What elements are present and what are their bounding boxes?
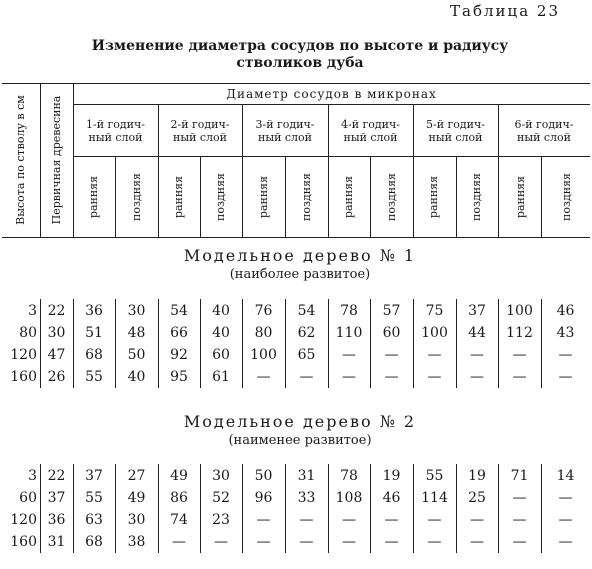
early-wood-subheader: ранняя (87, 175, 101, 219)
ring-layer-header: 3-й годич- (255, 118, 315, 131)
table-cell: 75 (425, 303, 444, 319)
table-cell: — (342, 534, 356, 550)
row-height-cell: 80 (19, 325, 37, 341)
header-bottom-rule (2, 237, 590, 238)
table-cell: 55 (85, 490, 103, 506)
table-cell: 40 (127, 369, 146, 385)
table-cell: 36 (85, 303, 103, 319)
layer-header-rule (73, 156, 590, 157)
table-cell: — (342, 347, 356, 363)
table-cell: 66 (170, 325, 188, 341)
table-cell: 51 (85, 325, 103, 341)
table-cell: — (214, 534, 228, 550)
table-cell: — (558, 512, 573, 528)
table-cell: — (470, 512, 484, 528)
table-top-rule (2, 83, 590, 84)
table-cell: — (299, 512, 314, 528)
table-cell: 48 (127, 325, 146, 341)
table-cell: 65 (297, 347, 316, 363)
table-cell: 60 (382, 325, 401, 341)
vessel-diameter-group-header: Диаметр сосудов в микронах (226, 87, 437, 101)
table-cell: 92 (170, 347, 188, 363)
table-cell: — (172, 534, 186, 550)
ring-layer-header: 2-й годич- (170, 118, 230, 131)
table-cell: 100 (421, 325, 448, 341)
table-cell: 40 (212, 303, 230, 319)
table-cell: — (384, 347, 399, 363)
table-cell: 100 (250, 347, 277, 363)
header-column-rule (285, 156, 286, 237)
early-wood-subheader: ранняя (172, 175, 185, 219)
table-cell: — (470, 369, 484, 385)
table-cell: — (427, 369, 442, 385)
table-cell: 54 (170, 303, 188, 319)
table-cell: 49 (170, 468, 188, 484)
table-cell: 14 (556, 468, 575, 484)
table-cell: 37 (468, 303, 486, 319)
table-cell: 37 (47, 490, 66, 506)
table-cell: 52 (212, 490, 230, 506)
early-wood-subheader: ранняя (342, 175, 356, 219)
ring-layer-header: ный слой (343, 131, 398, 144)
section-subtitle: (наименее развитое) (228, 433, 372, 448)
row-height-cell: 3 (28, 303, 37, 319)
table-cell: 38 (127, 534, 146, 550)
table-title-line-2: стволиков дуба (236, 55, 364, 71)
table-cell: 30 (127, 512, 146, 528)
table-cell: 71 (510, 468, 529, 484)
ring-layer-header: 4-й годич- (340, 118, 401, 131)
table-cell: 23 (212, 512, 230, 528)
table-cell: — (384, 534, 399, 550)
row-height-cell: 120 (10, 347, 37, 363)
section-title: Модельное дерево № 2 (183, 412, 417, 431)
table-cell: — (558, 369, 573, 385)
table-cell: 95 (170, 369, 188, 385)
table-cell: — (558, 534, 573, 550)
early-wood-subheader: ранняя (514, 175, 527, 219)
table-cell: 43 (556, 325, 575, 341)
primary-wood-column-header: Первичная древесина (50, 95, 63, 225)
header-column-rule (40, 83, 41, 237)
table-cell: 55 (425, 468, 444, 484)
table-cell: 100 (506, 303, 533, 319)
ring-layer-header: 6-й годич- (514, 118, 574, 131)
table-cell: 61 (212, 369, 230, 385)
late-wood-subheader: поздняя (299, 173, 313, 221)
table-cell: 31 (297, 468, 316, 484)
table-cell: — (427, 512, 442, 528)
table-cell: — (427, 534, 442, 550)
table-cell: 57 (382, 303, 401, 319)
table-cell: — (512, 534, 527, 550)
ring-layer-header: 1-й годич- (85, 118, 146, 131)
header-column-rule (73, 83, 74, 237)
header-column-rule (115, 156, 116, 237)
table-cell: 110 (335, 325, 363, 341)
table-cell: 22 (47, 468, 66, 484)
table-label: Таблица 23 (450, 2, 560, 20)
table-cell: 80 (254, 325, 273, 341)
table-cell: — (299, 534, 314, 550)
late-wood-subheader: поздняя (214, 173, 227, 221)
table-cell: — (384, 369, 399, 385)
table-cell: — (512, 512, 527, 528)
table-cell: 50 (254, 468, 273, 484)
table-cell: 26 (47, 369, 66, 385)
table-cell: 36 (47, 512, 66, 528)
ring-layer-header: ный слой (257, 131, 313, 144)
table-cell: 46 (556, 303, 575, 319)
table-cell: 37 (85, 468, 103, 484)
table-cell: 74 (170, 512, 188, 528)
header-column-rule (370, 156, 371, 237)
table-cell: — (470, 534, 484, 550)
table-cell: 68 (85, 347, 103, 363)
late-wood-subheader: поздняя (560, 173, 573, 221)
table-cell: 114 (421, 490, 448, 506)
row-height-cell: 160 (10, 534, 37, 550)
table-cell: 62 (297, 325, 316, 341)
table-cell: — (512, 490, 527, 506)
table-cell: 68 (85, 534, 103, 550)
table-cell: — (558, 490, 573, 506)
table-cell: 19 (382, 468, 401, 484)
section-subtitle: (наиболее развитое) (229, 267, 371, 282)
table-cell: 108 (335, 490, 363, 506)
table-cell: 22 (47, 303, 66, 319)
table-cell: 44 (468, 325, 486, 341)
header-column-rule (456, 156, 457, 237)
table-cell: 47 (47, 347, 66, 363)
table-cell: 33 (297, 490, 316, 506)
table-cell: 30 (212, 468, 230, 484)
row-height-cell: 60 (19, 490, 37, 506)
ring-layer-header: ный слой (88, 131, 143, 144)
table-cell: 27 (127, 468, 146, 484)
section-title: Модельное дерево № 1 (183, 246, 417, 265)
group-header-rule (73, 104, 590, 105)
table-cell: 60 (212, 347, 230, 363)
table-cell: 46 (382, 490, 401, 506)
height-column-header: Высота по стволу в см (14, 95, 27, 225)
table-cell: 30 (47, 325, 66, 341)
row-height-cell: 120 (10, 512, 37, 528)
table-cell: 63 (85, 512, 103, 528)
table-cell: — (427, 347, 442, 363)
table-cell: — (512, 369, 527, 385)
late-wood-subheader: поздняя (384, 173, 398, 221)
ring-layer-header: ный слой (516, 131, 572, 144)
table-cell: 31 (47, 534, 66, 550)
section-heading (60, 246, 540, 283)
header-column-rule (200, 156, 201, 237)
early-wood-subheader: ранняя (256, 175, 270, 219)
table-cell: 86 (170, 490, 188, 506)
late-wood-subheader: поздняя (469, 173, 483, 221)
table-cell: 96 (254, 490, 273, 506)
table-cell: 49 (127, 490, 146, 506)
early-wood-subheader: ранняя (427, 175, 441, 219)
table-cell: — (299, 369, 314, 385)
late-wood-subheader: поздняя (129, 173, 143, 221)
table-cell: — (256, 534, 271, 550)
ring-layer-header: 5-й годич- (425, 118, 486, 131)
row-height-cell: 3 (28, 468, 37, 484)
table-cell: — (558, 347, 573, 363)
table-cell: 19 (468, 468, 486, 484)
table-cell: — (256, 512, 271, 528)
table-cell: 76 (254, 303, 273, 319)
table-cell: — (256, 369, 271, 385)
table-cell: 78 (340, 468, 358, 484)
table-cell: 40 (212, 325, 230, 341)
table-cell: — (384, 512, 399, 528)
table-cell: — (512, 347, 527, 363)
table-cell: — (342, 512, 356, 528)
table-cell: — (470, 347, 484, 363)
table-cell: 78 (340, 303, 358, 319)
row-height-cell: 160 (10, 369, 37, 385)
table-cell: — (342, 369, 356, 385)
table-title-line-1: Изменение диаметра сосудов по высоте и радиусу (91, 38, 509, 54)
table-cell: 112 (506, 325, 533, 341)
ring-layer-header: ный слой (172, 131, 228, 144)
table-cell: 25 (468, 490, 486, 506)
ring-layer-header: ный слой (428, 131, 483, 144)
table-cell: 30 (127, 303, 146, 319)
section-heading (60, 412, 540, 449)
table-cell: 55 (85, 369, 103, 385)
table-cell: 54 (297, 303, 316, 319)
header-column-rule (541, 156, 542, 237)
table-cell: 50 (127, 347, 146, 363)
